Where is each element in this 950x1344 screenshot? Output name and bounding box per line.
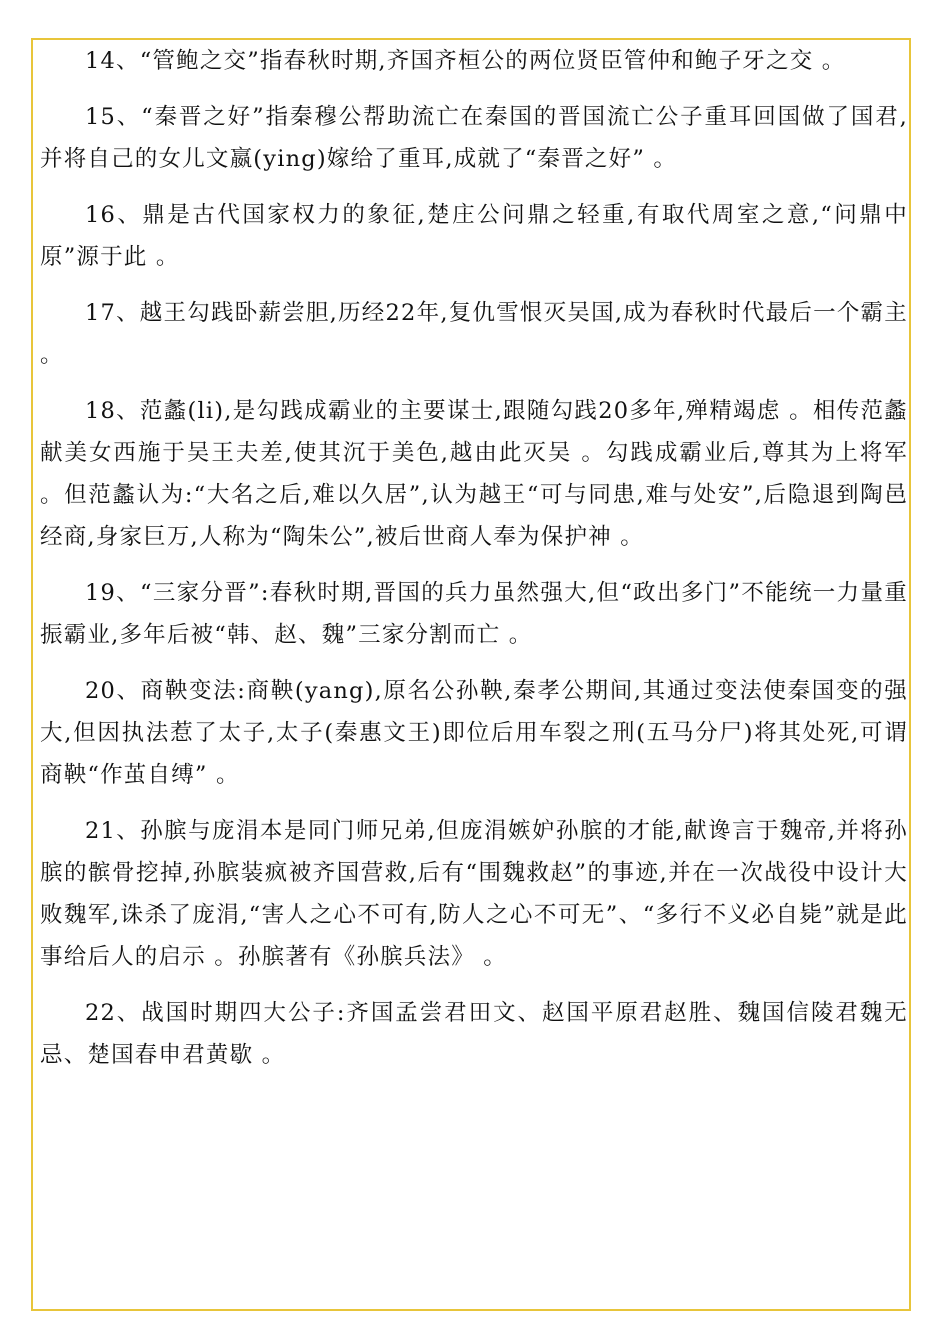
paragraph-17: 17、越王勾践卧薪尝胆,历经22年,复仇雪恨灭吴国,成为春秋时代最后一个霸主 。 xyxy=(40,300,908,368)
paragraph-14: 14、“管鲍之交”指春秋时期,齐国齐桓公的两位贤臣管仲和鲍子牙之交 。 xyxy=(85,48,846,74)
paragraph-18: 18、范蠡(li),是勾践成霸业的主要谋士,跟随勾践20多年,殚精竭虑 。相传范蠡献美女西施于吴王夫差,使其沉于美色,越由此灭吴 。勾践成霸业后,尊其为上将军 。但范蠡认为:“大名之后,难以久居”,认为越王“可与同患,难与处安”,后隐退到陶邑经商,身家巨万,人称为“陶朱公”,被后世商人奉为保护神 。 xyxy=(40,398,908,550)
paragraph-15: 15、“秦晋之好”指秦穆公帮助流亡在秦国的晋国流亡公子重耳回国做了国君,并将自己的女儿文嬴(ying)嫁给了重耳,成就了“秦晋之好” 。 xyxy=(40,104,908,172)
document-body xyxy=(40,40,908,1090)
paragraph-19: 19、“三家分晋”:春秋时期,晋国的兵力虽然强大,但“政出多门”不能统一力量重振霸业,多年后被“韩、赵、魏”三家分割而亡 。 xyxy=(40,580,908,648)
paragraph-21: 21、孙膑与庞涓本是同门师兄弟,但庞涓嫉妒孙膑的才能,献谗言于魏帝,并将孙膑的髌骨挖掉,孙膑装疯被齐国营救,后有“围魏救赵”的事迹,并在一次战役中设计大败魏军,诛杀了庞涓,“害人之心不可有,防人之心不可无”、“多行不义必自毙”就是此事给后人的启示 。孙膑著有《孙膑兵法》 。 xyxy=(40,818,908,970)
paragraph-16: 16、鼎是古代国家权力的象征,楚庄公问鼎之轻重,有取代周室之意,“问鼎中原”源于此 。 xyxy=(40,202,908,270)
paragraph-20: 20、商鞅变法:商鞅(yang),原名公孙鞅,秦孝公期间,其通过变法使秦国变的强大,但因执法惹了太子,太子(秦惠文王)即位后用车裂之刑(五马分尸)将其处死,可谓商鞅“作茧自缚” 。 xyxy=(40,678,908,788)
paragraph-22: 22、战国时期四大公子:齐国孟尝君田文、赵国平原君赵胜、魏国信陵君魏无忌、楚国春申君黄歇 。 xyxy=(40,1000,908,1068)
